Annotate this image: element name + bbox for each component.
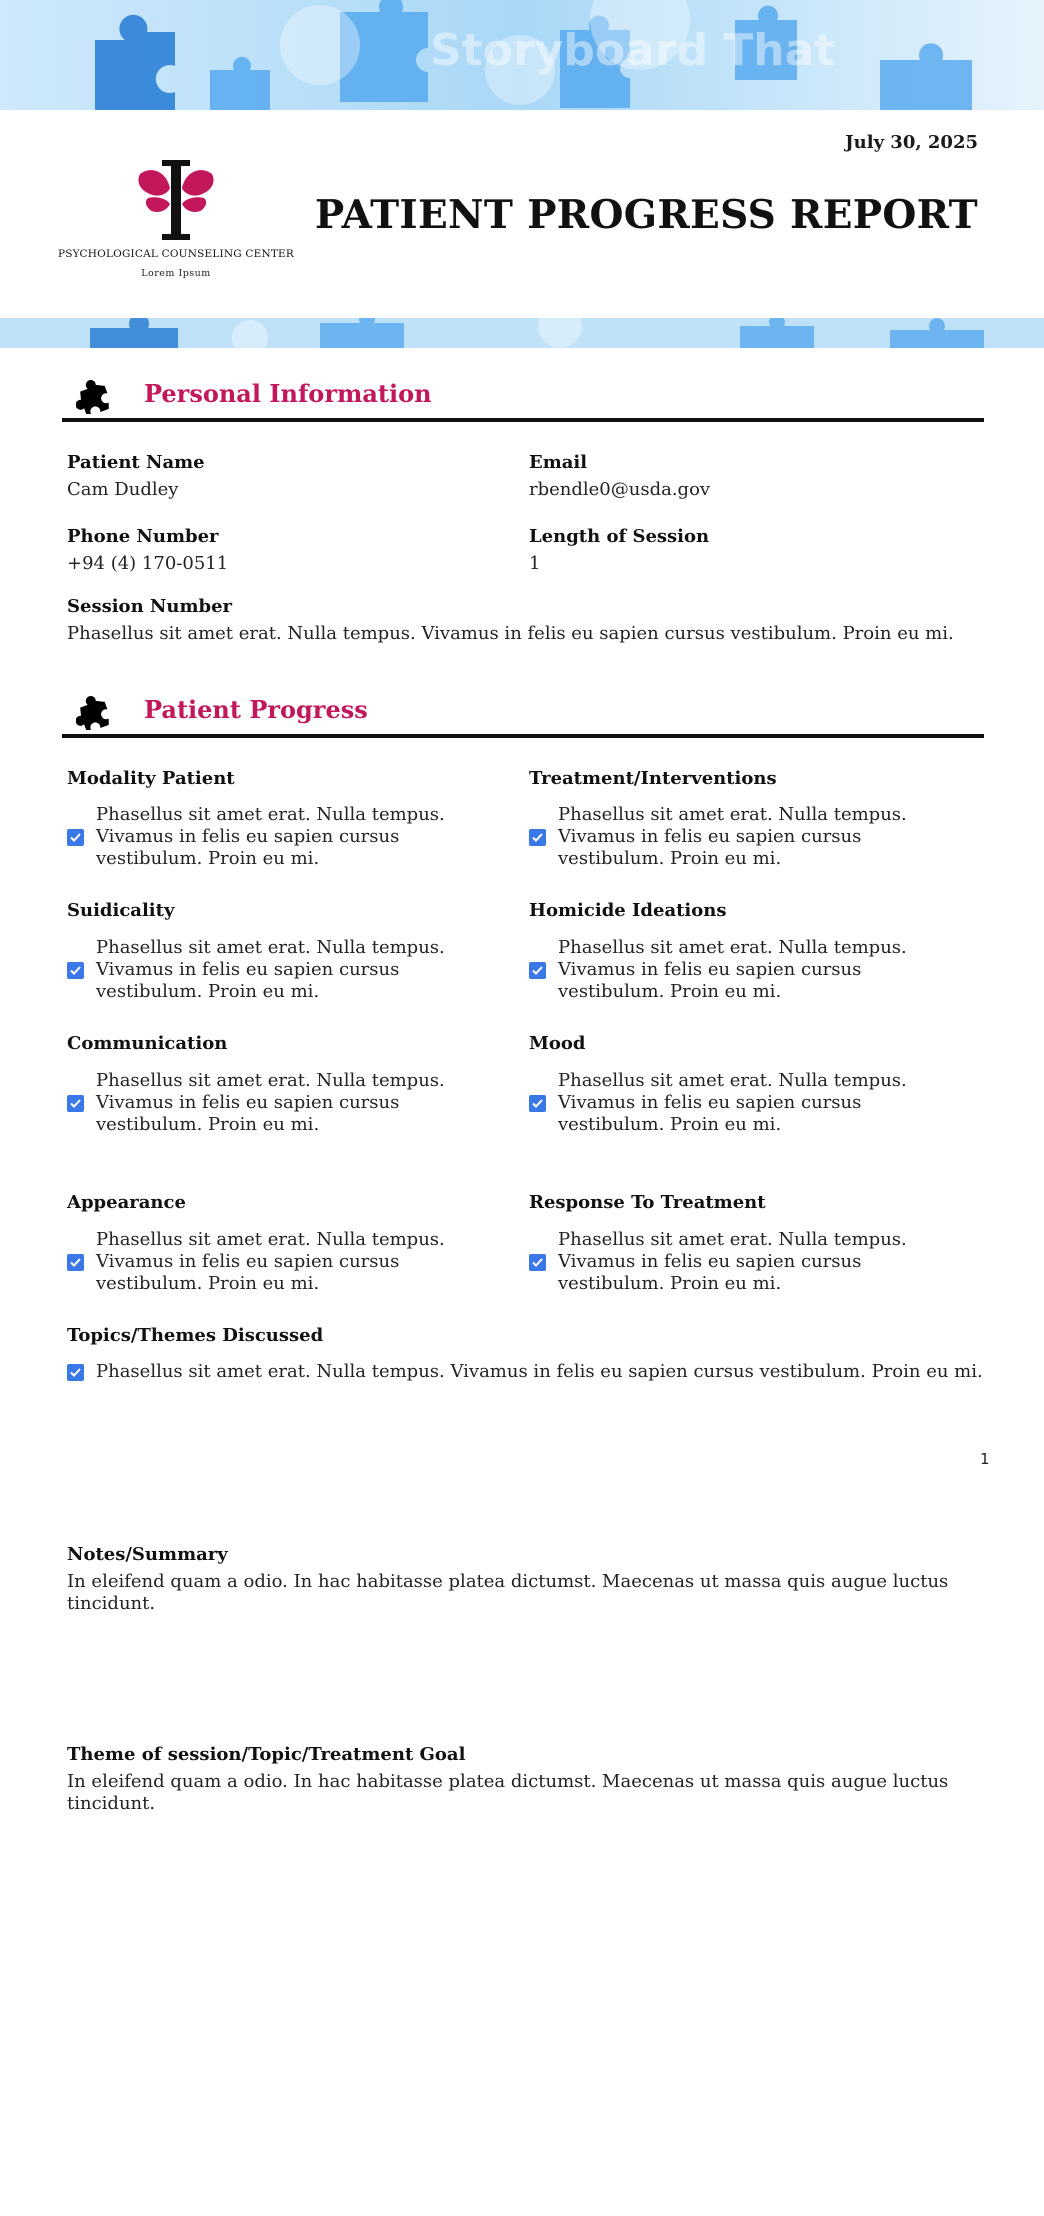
response-to-treatment-label: Response To Treatment [529, 1192, 766, 1213]
appearance-item [67, 1229, 467, 1299]
header-banner-bottom [0, 318, 1044, 348]
header-banner [0, 0, 1044, 110]
check-icon [67, 1095, 84, 1112]
mood-label: Mood [529, 1033, 586, 1054]
organization-name: PSYCHOLOGICAL COUNSELING CENTER [57, 248, 295, 260]
checkbox-checked[interactable] [67, 962, 84, 979]
puzzle-pattern-strip [0, 318, 1044, 348]
suicidality-item [67, 937, 467, 1007]
treatment-interventions-label: Treatment/Interventions [529, 768, 777, 789]
page-number: 1 [980, 1450, 990, 1468]
puzzle-piece-icon [76, 374, 118, 414]
field-value: 1 [529, 553, 541, 574]
report-header [0, 110, 1044, 318]
suicidality-label: Suidicality [67, 900, 175, 921]
checkbox-text: Phasellus sit amet erat. Nulla tempus. Vivamus in felis eu sapien cursus vestibulum. Proin eu mi. [96, 937, 445, 1002]
organization-subtitle: Lorem Ipsum [141, 268, 211, 279]
length-of-session-field [529, 526, 969, 575]
field-label: Session Number [67, 596, 233, 617]
mood-item [529, 1070, 929, 1140]
checkbox-text: Phasellus sit amet erat. Nulla tempus. Vivamus in felis eu sapien cursus vestibulum. Proin eu mi. [96, 1070, 445, 1135]
checkbox-checked[interactable] [67, 1364, 84, 1381]
topics-themes-item [67, 1361, 997, 1385]
check-icon [67, 1254, 84, 1271]
checkbox-text: Phasellus sit amet erat. Nulla tempus. Vivamus in felis eu sapien cursus vestibulum. Proin eu mi. [558, 804, 907, 869]
checkbox-text: Phasellus sit amet erat. Nulla tempus. Vivamus in felis eu sapien cursus vestibulum. Proin eu mi. [96, 1229, 445, 1294]
checkbox-checked[interactable] [67, 829, 84, 846]
report-date: July 30, 2025 [845, 132, 978, 153]
homicide-ideations-label: Homicide Ideations [529, 900, 727, 921]
topics-themes-label: Topics/Themes Discussed [67, 1325, 324, 1346]
check-icon [529, 829, 546, 846]
field-label: Theme of session/Topic/Treatment Goal [67, 1744, 466, 1765]
checkbox-checked[interactable] [529, 829, 546, 846]
page-title: PATIENT PROGRESS REPORT [314, 192, 978, 238]
phone-number-field [67, 526, 507, 575]
treatment-interventions-item [529, 804, 929, 874]
checkbox-text: Phasellus sit amet erat. Nulla tempus. Vivamus in felis eu sapien cursus vestibulum. Proin eu mi. [558, 937, 907, 1002]
communication-item [67, 1070, 467, 1140]
checkbox-text: Phasellus sit amet erat. Nulla tempus. Vivamus in felis eu sapien cursus vestibulum. Proin eu mi. [558, 1070, 907, 1135]
response-to-treatment-item [529, 1229, 929, 1299]
email-field [529, 452, 969, 501]
check-icon [529, 1254, 546, 1271]
theme-of-session-field [67, 1744, 967, 1815]
field-value: rbendle0@usda.gov [529, 479, 711, 500]
homicide-ideations-item [529, 937, 929, 1007]
check-icon [67, 829, 84, 846]
checkbox-text: Phasellus sit amet erat. Nulla tempus. Vivamus in felis eu sapien cursus vestibulum. Proin eu mi. [558, 1229, 907, 1294]
modality-patient-label: Modality Patient [67, 768, 235, 789]
appearance-label: Appearance [67, 1192, 186, 1213]
checkbox-checked[interactable] [529, 962, 546, 979]
field-value: +94 (4) 170-0511 [67, 553, 229, 574]
field-value: In eleifend quam a odio. In hac habitasse platea dictumst. Maecenas ut massa quis augue luctus tincidunt. [67, 1771, 949, 1814]
checkbox-checked[interactable] [529, 1254, 546, 1271]
modality-patient-item [67, 804, 467, 874]
organization-logo-block [56, 160, 296, 279]
checkbox-text: Phasellus sit amet erat. Nulla tempus. Vivamus in felis eu sapien cursus vestibulum. Proin eu mi. [96, 804, 445, 869]
check-icon [67, 962, 84, 979]
check-icon [67, 1364, 84, 1381]
section-title: Patient Progress [144, 695, 368, 724]
checkbox-checked[interactable] [67, 1254, 84, 1271]
check-icon [529, 1095, 546, 1112]
field-value: Cam Dudley [67, 479, 179, 500]
field-value: In eleifend quam a odio. In hac habitasse platea dictumst. Maecenas ut massa quis augue luctus tincidunt. [67, 1571, 949, 1614]
field-label: Length of Session [529, 526, 710, 547]
checkbox-checked[interactable] [67, 1095, 84, 1112]
field-label: Notes/Summary [67, 1544, 228, 1565]
checkbox-text: Phasellus sit amet erat. Nulla tempus. Vivamus in felis eu sapien cursus vestibulum. Proin eu mi. [96, 1361, 983, 1382]
watermark-text: Storyboard That [430, 25, 836, 76]
field-label: Phone Number [67, 526, 219, 547]
session-number-field [67, 596, 987, 645]
field-label: Patient Name [67, 452, 205, 473]
field-value: Phasellus sit amet erat. Nulla tempus. Vivamus in felis eu sapien cursus vestibulum. Proin eu mi. [67, 623, 954, 644]
patient-name-field [67, 452, 507, 501]
checkbox-checked[interactable] [529, 1095, 546, 1112]
butterfly-pillar-logo-icon [128, 160, 224, 240]
check-icon [529, 962, 546, 979]
puzzle-piece-icon [76, 690, 118, 730]
patient-progress-header [62, 682, 984, 738]
notes-summary-field [67, 1544, 967, 1615]
section-title: Personal Information [144, 379, 432, 408]
field-label: Email [529, 452, 588, 473]
personal-information-header [62, 366, 984, 422]
puzzle-pattern-banner [0, 0, 1044, 110]
communication-label: Communication [67, 1033, 228, 1054]
